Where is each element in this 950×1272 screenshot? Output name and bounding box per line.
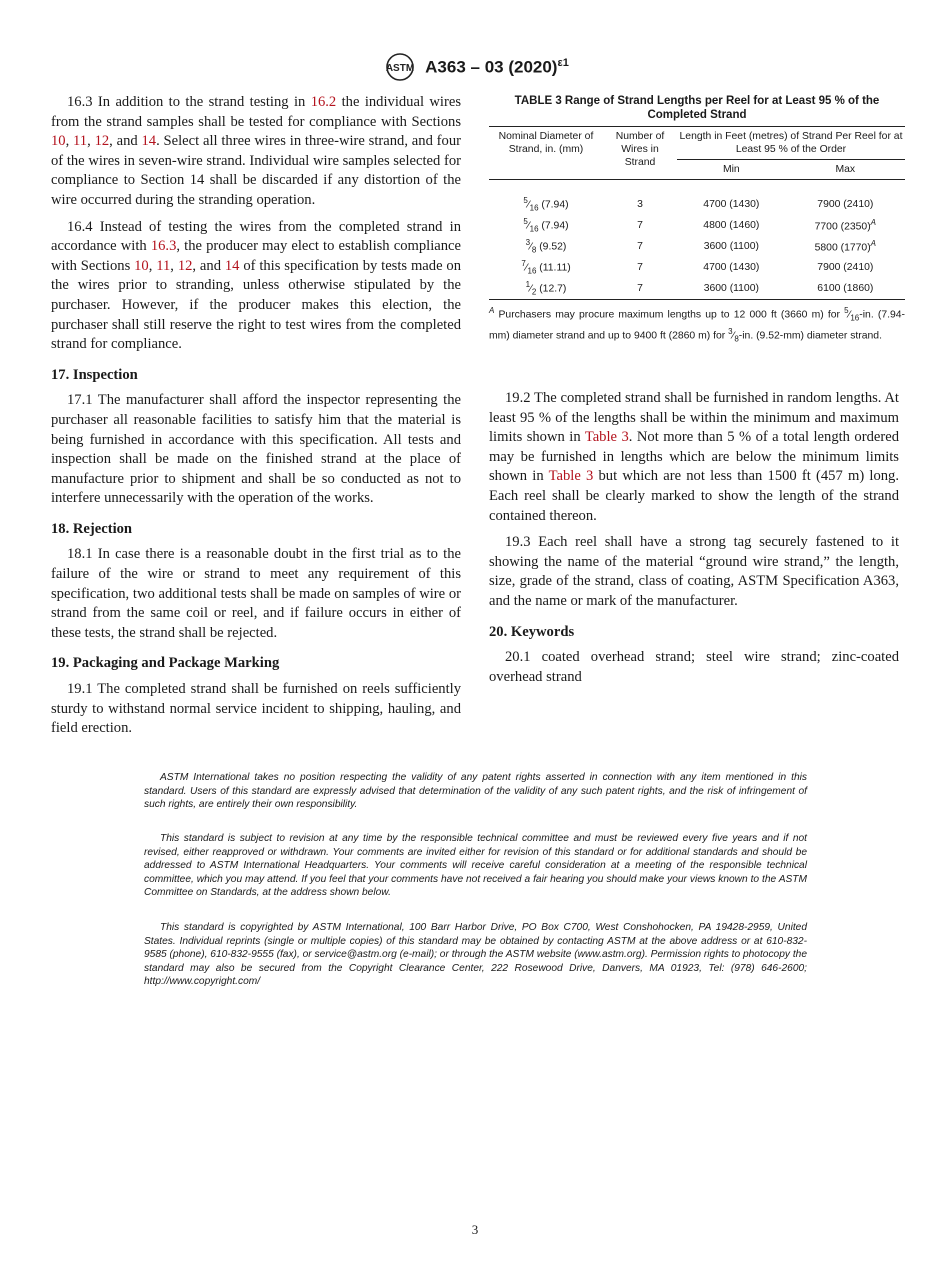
- strand-length-table: [489, 126, 905, 300]
- page-header: [0, 52, 950, 87]
- header-number-of-wires: Number of Wires in Strand: [615, 131, 665, 168]
- header-max: Max: [835, 164, 856, 175]
- link-section-12[interactable]: 12: [177, 257, 193, 274]
- table-row: $^1⁄_2$ (12.7) 7 3600 (1100) 6100 (1860): [489, 278, 905, 299]
- link-section-10[interactable]: 10: [134, 257, 149, 274]
- table-footnote: $^A$ Purchasers may procure maximum lengths up to 12 000 ft (3660 m) for $^5⁄_{16}-in$. (7.94-mm) diameter strand and up to 9400 ft (2860 m) for $^3⁄_8-in$. (9.52-mm) diameter strand.: [489, 305, 905, 344]
- link-section-16-3[interactable]: 16.3: [150, 238, 177, 255]
- link-section-16-2[interactable]: 16.2: [310, 94, 337, 110]
- header-min: Min: [722, 164, 740, 175]
- heading-keywords: 20. Keywords: [489, 623, 575, 640]
- heading-inspection: 17. Inspection: [51, 366, 138, 383]
- paragraph-17-1: 17.1 The manufacturer shall afford the inspector representing the purchaser all reasonable facilities to satisfy him that the material is being furnished in accordance with this specification. All tests and inspection shall be made on the finished strand at the place of manufacture prior to shipment and shall be so conducted as not to interfere unnecessarily with the operation of the works.: [51, 392, 461, 507]
- paragraph-19-2: 19.2 The completed strand shall be furnished in random lengths. At least 95 % of the lengths shall be within the minimum and maximum limits shown in Table 3. Not more than 5 % of a total length ordered may be furnished in lengths which are below the minimum limits shown in Table 3 but which are not less than 1500 ft (457 m) long. Each reel shall be clearly marked to show the length of the strand contained thereon.: [489, 390, 899, 524]
- table-row: $^3⁄_8$ (9.52) 7 3600 (1100) 5800 $(1770)^A$: [525, 237, 877, 255]
- paragraph-19-3: 19.3 Each reel shall have a strong tag securely fastened to it showing the name of the material “ground wire strand,” the length, size, grade of the strand, class of coating, ASTM Specification A363, and the name or mark of the manufacturer.: [489, 534, 899, 609]
- heading-packaging: 19. Packaging and Package Marking: [51, 655, 280, 672]
- link-section-12[interactable]: 12: [94, 133, 110, 150]
- document-designation: A363 – 03 $(2020)^{\varepsilon 1}$: [425, 56, 569, 77]
- paragraph-18-1: 18.1 In case there is a reasonable doubt in the first trial as to the failure of the wire or strand to meet any requirement of this specification, two additional tests shall be made on samples of wire or strand from the same coil or reel, and if failure occurs in either of these tests, the strand shall be rejected.: [51, 546, 461, 641]
- paragraph-20-1: 20.1 coated overhead strand; steel wire strand; zinc-coated overhead strand: [489, 649, 899, 685]
- heading-rejection: 18. Rejection: [51, 520, 133, 537]
- revision-notice: This standard is subject to revision at any time by the responsible technical committee and must be reviewed every five years and if not revised, either reapproved or withdrawn. Your comments are invited either for revision of this standard or for additional standards and should be addressed to ASTM International Headquarters. Your comments will receive careful consideration at a meeting of the responsible technical committee, which you may attend. If you feel that your comments have not received a fair hearing you should make your views known to the ASTM Committee on Standards, at the address shown below.: [144, 833, 807, 899]
- table-row: $^5⁄_{16}$ (7.94) 7 4800 (1460) 7700 $(2350)^A$: [523, 216, 877, 234]
- link-table-3[interactable]: Table 3: [584, 429, 629, 446]
- svg-text:ASTM: ASTM: [385, 63, 415, 74]
- paragraph-16-3: 16.3 In addition to the strand testing in 16.2 the individual wires from the strand samples shall be tested for compliance with Sections 10, 11, 12, and 14. Select all three wires in three-wire strand, and four of the wires in seven-wire strand. Individual wire samples selected for compliance to Section 14 shall be discarded if any distortion of the wire occurred during the stranding operation.: [51, 94, 461, 208]
- left-column: [51, 93, 461, 746]
- table-row: $^7⁄_{16}$ (11.11) 7 4700 (1430) 7900 (2410): [521, 258, 874, 276]
- header-length: Length in Feet (metres) of Strand Per Reel for at Least 95 % of the Order: [677, 127, 905, 160]
- astm-logo-icon: [381, 52, 419, 82]
- link-section-10[interactable]: 10: [51, 133, 66, 150]
- link-table-3[interactable]: Table 3: [548, 468, 594, 485]
- copyright-notice: This standard is copyrighted by ASTM International, 100 Barr Harbor Drive, PO Box C700, West Conshohocken, PA 19428-2959, United States. Individual reprints (single or multiple copies) of this standard may be obtained by contacting ASTM at the above address or at 610-832-9585 (phone), 610-832-9555 (fax), or service@astm.org (e-mail); or through the ASTM website (www.astm.org). Permission rights to photocopy the standard may also be secured from the Copyright Clearance Center, 222 Rosewood Drive, Danvers, MA 01923, Tel: (978) 646-2600; http://www.copyright.com/: [144, 922, 807, 988]
- table-3: [489, 94, 905, 346]
- link-section-11[interactable]: 11: [73, 133, 88, 150]
- link-section-11[interactable]: 11: [156, 257, 171, 274]
- link-section-14[interactable]: 14: [141, 133, 157, 150]
- patent-notice: ASTM International takes no position respecting the validity of any patent rights asserted in connection with any item mentioned in this standard. Users of this standard are expressly advised that determination of the validity of any such patent rights, and the risk of infringement of such rights, are entirely their own responsibility.: [144, 772, 807, 811]
- right-column: [489, 389, 899, 694]
- table-title: TABLE 3 Range of Strand Lengths per Reel for at Least 95 % of the Completed Strand: [514, 95, 880, 121]
- page-number: 3: [471, 1222, 479, 1237]
- header-nominal-diameter: Nominal Diameter of Strand, in. (mm): [498, 131, 594, 155]
- link-section-14[interactable]: 14: [224, 257, 240, 274]
- table-row: $^5⁄_{16}$ (7.94) 3 4700 (1430) 7900 (2410): [523, 196, 874, 213]
- paragraph-16-4: 16.4 Instead of testing the wires from the completed strand in accordance with 16.3, the producer may elect to establish compliance with Sections 10, 11, 12, and 14 of this specification by tests made on the wires prior to stranding, unless otherwise stipulated by the purchaser. However, if the producer makes this election, the purchaser shall still reserve the right to test wires from the completed strand for compliance.: [51, 218, 462, 353]
- paragraph-19-1: 19.1 The completed strand shall be furnished on reels sufficiently sturdy to withstand normal service incident to shipping, hauling, and field erection.: [51, 681, 461, 737]
